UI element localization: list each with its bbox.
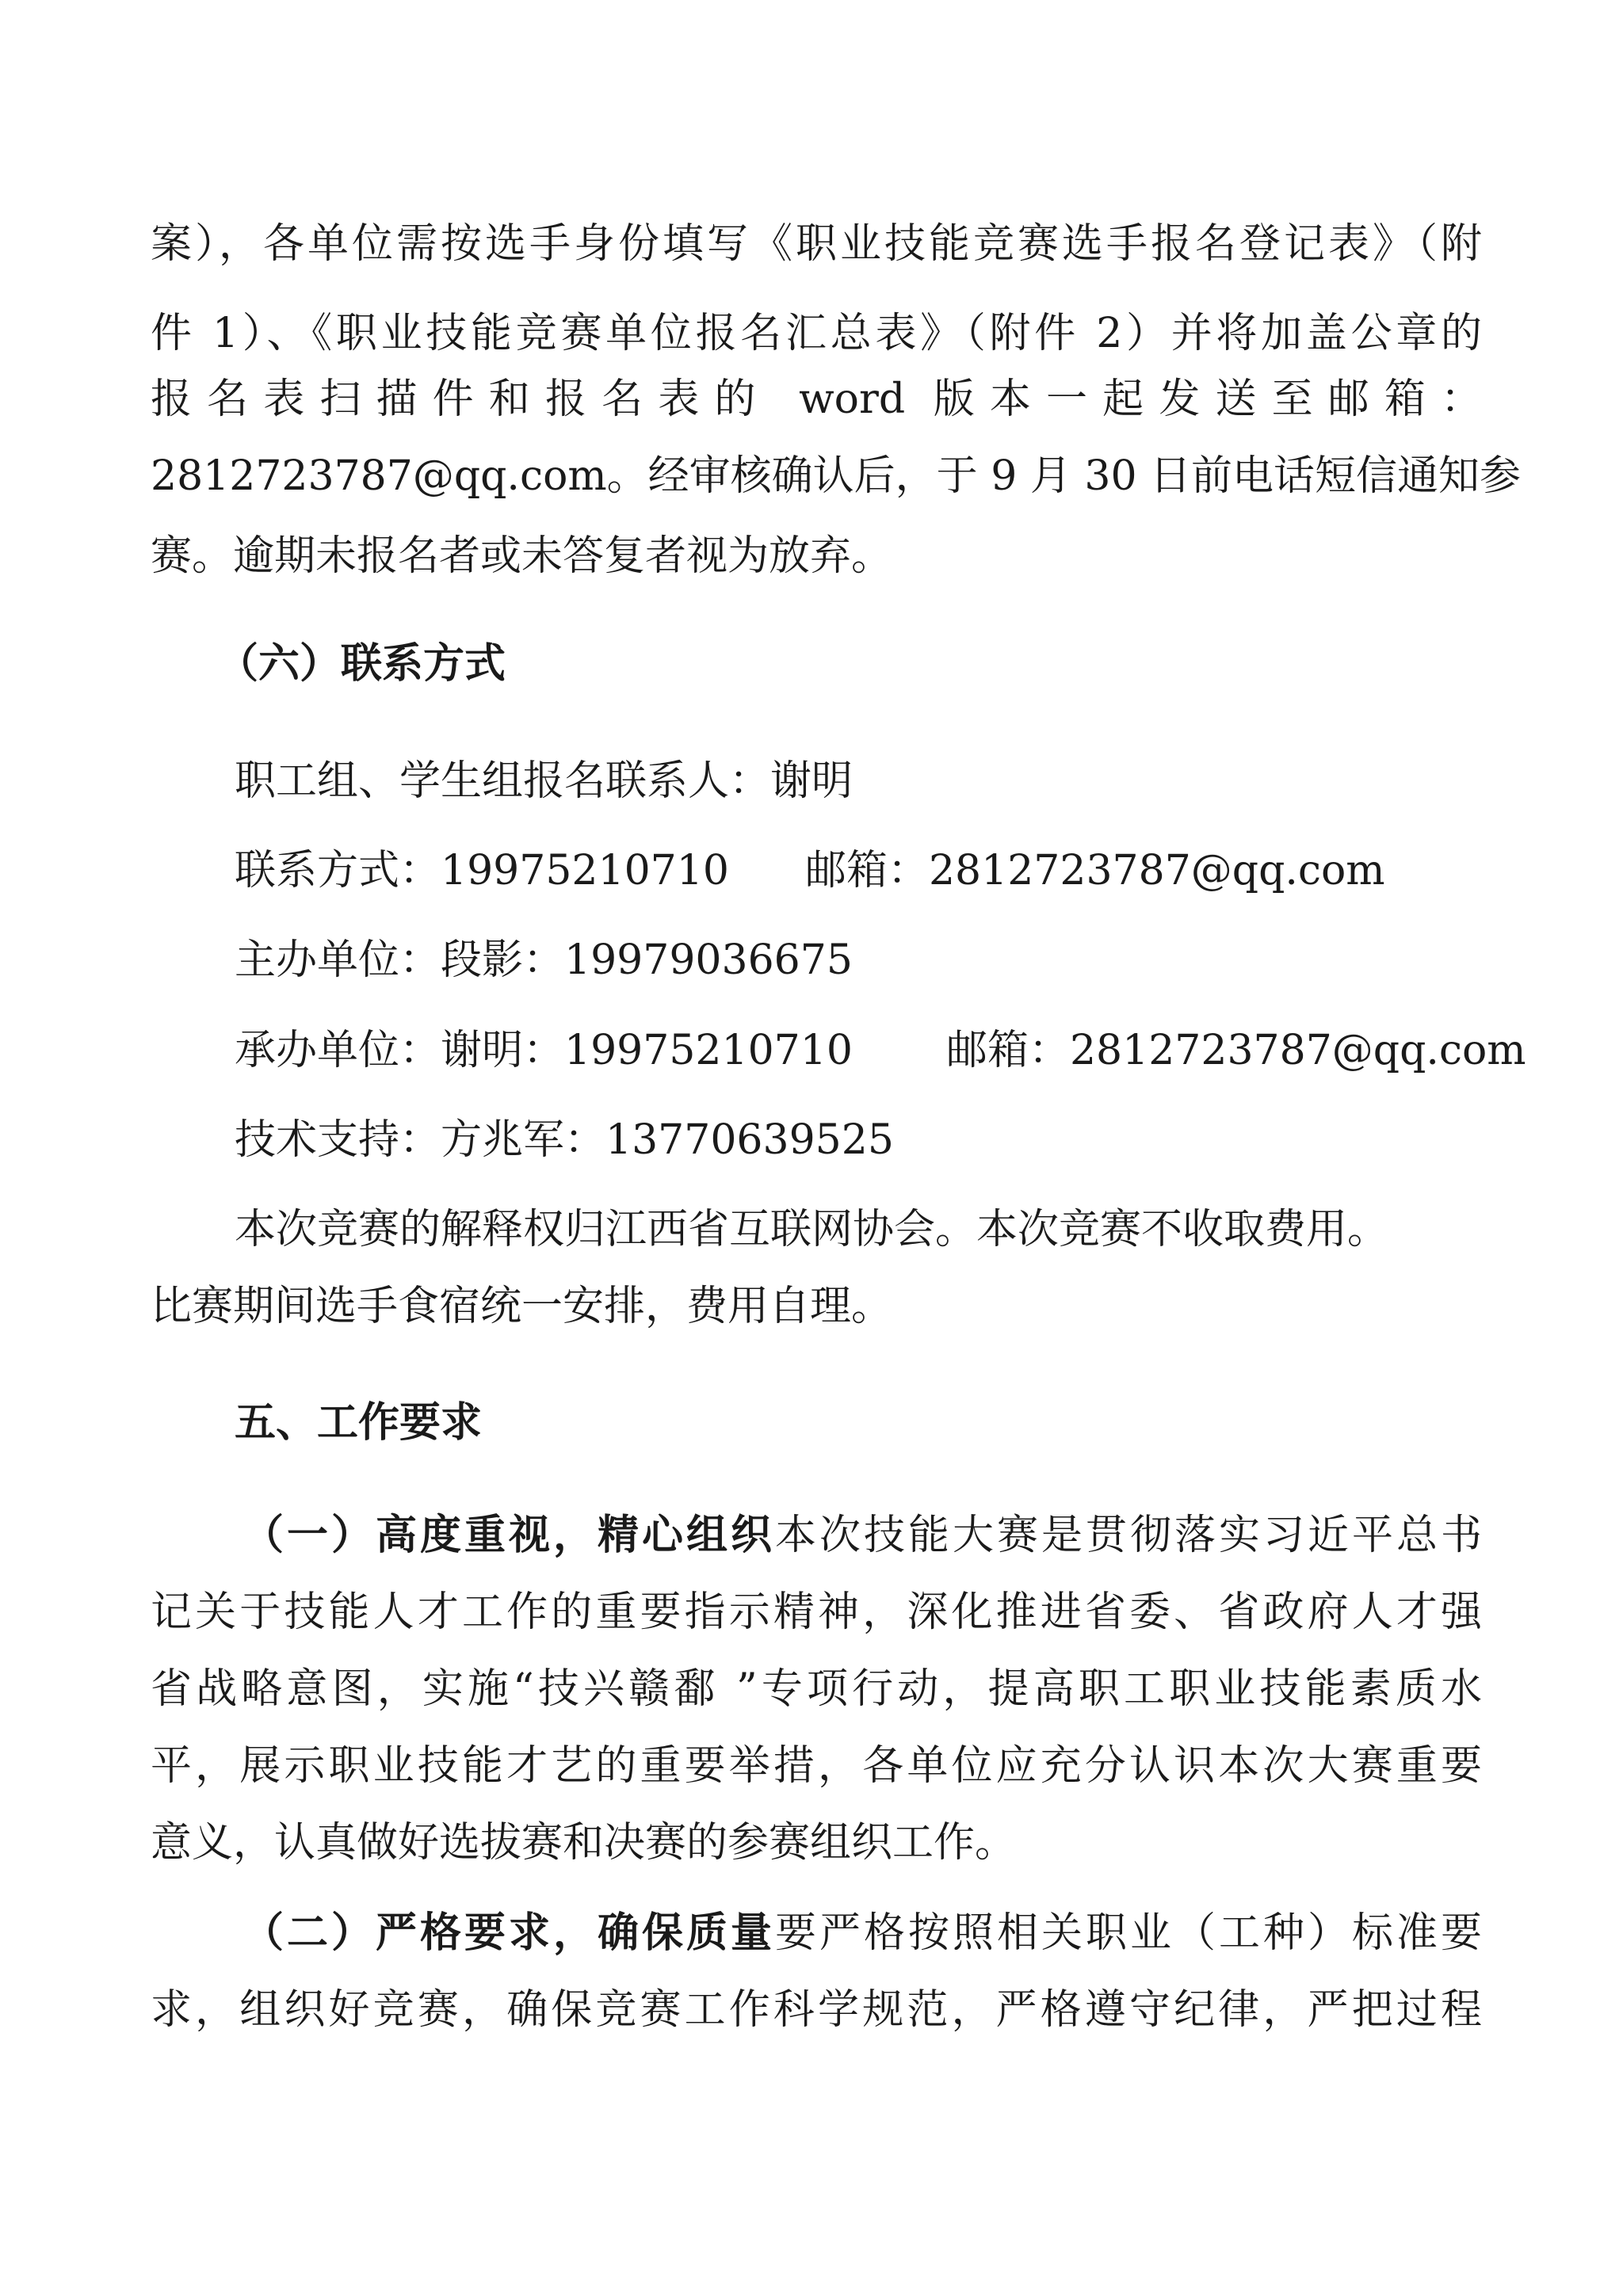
work-item-2-line-1	[242, 1908, 1482, 1958]
contact-phone: 联系方式：19975210710	[235, 847, 729, 894]
work-item-1-line-3: 省战略意图，实施“技兴赣鄱 ”专项行动，提高职工职业技能素质水	[151, 1665, 1482, 1713]
contact-section-heading: （六）联系方式	[217, 640, 506, 688]
work-item-2-text: 要严格按照相关职业（工种）标准要	[775, 1909, 1482, 1957]
work-item-1-text: 本次技能大赛是贯彻落实习近平总书	[775, 1512, 1482, 1559]
work-item-1-line-2: 记关于技能人才工作的重要指示精神，深化推进省委、省政府人才强	[151, 1589, 1482, 1636]
competition-note-line-2: 比赛期间选手食宿统一安排，费用自理。	[151, 1283, 893, 1330]
contact-phone-line	[235, 845, 1482, 896]
work-item-2-line-2: 求，组织好竞赛，确保竞赛工作科学规范，严格遵守纪律，严把过程	[151, 1986, 1482, 2034]
competition-note-line-1: 本次竞赛的解释权归江西省互联网协会。本次竞赛不收取费用。	[235, 1206, 1389, 1253]
co-organizer-line	[235, 1025, 1526, 1076]
registration-paragraph-line-1: 案），各单位需按选手身份填写《职业技能竞赛选手报名登记表》（附	[151, 220, 1482, 268]
registration-paragraph-line-5: 赛。逾期未报名者或未答复者视为放弃。	[151, 532, 893, 580]
co-organizer-email: 邮箱：2812723787@qq.com	[945, 1027, 1526, 1074]
work-item-1-line-4: 平，展示职业技能才艺的重要举措，各单位应充分认识本次大赛重要	[151, 1742, 1482, 1790]
registration-paragraph-line-2: 件 1）、《职业技能竞赛单位报名汇总表》（附件 2）并将加盖公章的	[151, 310, 1482, 357]
work-item-1-title: （一）高度重视，精心组织	[242, 1512, 775, 1559]
registration-paragraph-line-4: 2812723787@qq.com。经审核确认后，于 9 月 30 日前电话短信通知参	[151, 452, 1522, 500]
contact-email: 邮箱：2812723787@qq.com	[804, 847, 1385, 894]
co-organizer: 承办单位：谢明：19975210710	[235, 1027, 853, 1074]
work-item-1-line-1	[242, 1510, 1482, 1561]
work-item-2-title: （二）严格要求，确保质量	[242, 1909, 775, 1957]
work-requirements-heading: 五、工作要求	[235, 1399, 483, 1447]
registration-paragraph-line-3: 报名表扫描件和报名表的 word 版本一起发送至邮箱：	[151, 376, 1482, 423]
tech-support-line: 技术支持：方兆军：13770639525	[235, 1116, 894, 1164]
registration-contact-line: 职工组、学生组报名联系人：谢明	[235, 757, 854, 805]
work-item-1-line-5: 意义，认真做好选拔赛和决赛的参赛组织工作。	[151, 1819, 1017, 1867]
organizer-line: 主办单位：段影：19979036675	[235, 936, 853, 984]
